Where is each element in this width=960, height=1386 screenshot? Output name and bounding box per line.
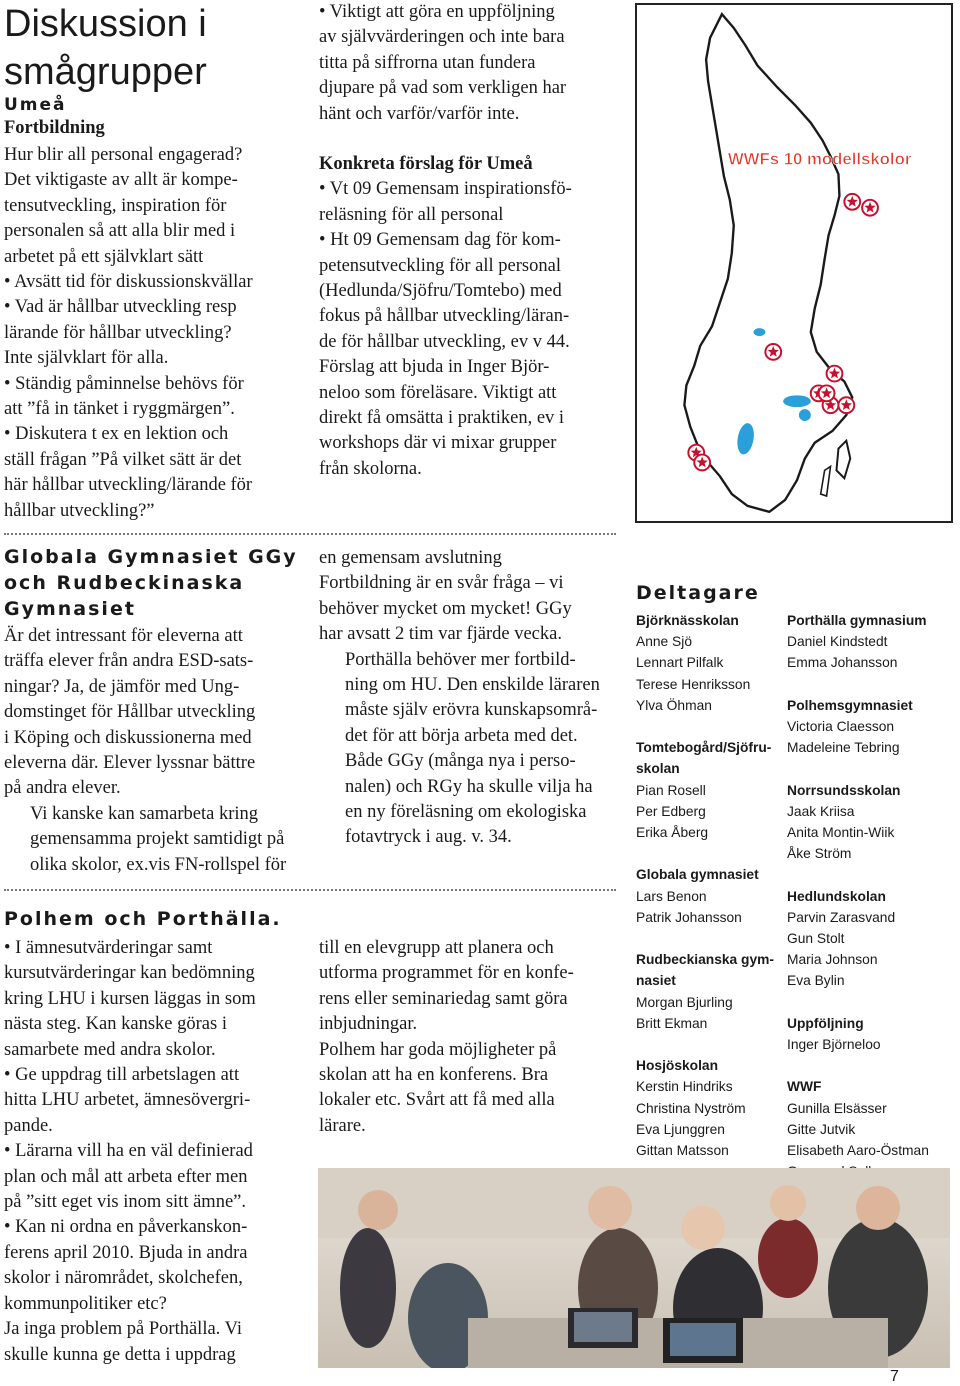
oland-island: [821, 466, 831, 496]
school-name: Norrsundsskolan: [787, 782, 901, 798]
participant-name: Britt Ekman: [636, 1015, 708, 1031]
spacer: [636, 928, 786, 949]
text-line: Fortbildning är en svår fråga – vi: [319, 573, 564, 594]
text-line: här hållbar utveckling/lärande för: [4, 475, 253, 496]
text-line: från skolorna.: [319, 458, 422, 479]
school-name: nasiet: [636, 973, 676, 989]
ggy-heading: [4, 544, 309, 622]
spacer: [636, 843, 786, 864]
text-line: att ”få in tänket i ryggmärgen”.: [4, 399, 235, 420]
spacer: [787, 864, 957, 885]
lake-icon: [783, 395, 811, 407]
school-name: Hosjöskolan: [636, 1058, 719, 1074]
text-line: måste själv erövra kunskapsområ-: [345, 700, 598, 721]
text-line: på ”sitt eget vis inom sitt ämne”.: [4, 1192, 246, 1213]
text-line: ning om HU. Den enskilde läraren: [345, 675, 600, 696]
sweden-map-graphic: [637, 5, 951, 521]
text-line: Vi kanske kan samarbeta kring: [30, 803, 259, 824]
participants-list-right: [787, 610, 957, 1182]
text-line: Porthälla behöver mer fortbild-: [345, 649, 576, 670]
text-line: (Hedlunda/Sjöfru/Tomtebo) med: [319, 281, 562, 302]
mid-body-3: [319, 749, 619, 851]
participant-name: Morgan Bjurling: [636, 994, 733, 1010]
text-line: Ja inga problem på Porthälla. Vi: [4, 1319, 242, 1340]
text-line: inbjudningar.: [319, 1014, 418, 1035]
text-line: Både GGy (många nya i perso-: [345, 751, 576, 772]
text-line: • I ämnesutvärderingar samt: [4, 938, 213, 958]
bottom-body: [319, 936, 619, 1139]
text-line: Det viktigaste av allt är kompe-: [4, 170, 238, 191]
participant-name: Emma Johansson: [787, 655, 898, 671]
text-line: behöver mycket om mycket! GGy: [319, 598, 572, 619]
participant-name: Maria Johnson: [787, 952, 878, 968]
spacer: [636, 1034, 786, 1055]
text-line: • Ht 09 Gemensam dag för kom-: [319, 230, 561, 251]
text-line: Är det intressant för eleverna att: [4, 626, 243, 646]
text-line: lärande för hållbar utveckling?: [4, 322, 232, 343]
participants-list-left: [636, 610, 786, 1161]
text-line: det för att börja arbeta med det.: [345, 725, 578, 746]
sweden-outline: [684, 14, 852, 512]
umea-body: [4, 143, 304, 524]
text-line: de för hållbar utveckling, ev v 44.: [319, 331, 570, 352]
text-line: lokaler etc. Svårt att få med alla: [319, 1090, 555, 1111]
text-line: ferens april 2010. Bjuda in andra: [4, 1242, 248, 1263]
text-line: • Diskutera t ex en lektion och: [4, 424, 229, 445]
page-title: Diskussion i smågrupper: [4, 3, 207, 93]
followup-body: [319, 0, 619, 127]
gotland-island: [836, 441, 850, 479]
participant-name: Elisabeth Aaro-Östman: [787, 1143, 929, 1158]
text-line: tensutveckling, inspiration för: [4, 195, 227, 216]
text-line: • Kan ni ordna en påverkanskon-: [4, 1217, 248, 1238]
text-line: olika skolor, ex.vis FN-rollspel för: [30, 854, 287, 875]
text-line: • Ständig påminnelse behövs för: [4, 373, 244, 394]
konkreta-section: [319, 152, 619, 482]
participant-name: Daniel Kindstedt: [787, 634, 888, 650]
participant-name: Ylva Öhman: [636, 697, 712, 713]
text-line: eleverna där. Elever lyssnar bättre: [4, 753, 256, 774]
text-line: • Lärarna vill ha en väl definierad: [4, 1141, 253, 1162]
text-line: utforma programmet för en konfe-: [319, 963, 574, 984]
text-line: hållbar utveckling?”: [4, 500, 155, 521]
text-line: en gemensam avslutning: [319, 548, 502, 568]
text-line: fokus på hållbar utveckling/läran-: [319, 306, 570, 327]
spacer: [787, 1055, 957, 1076]
text-line: domstinget för Hållbar utveckling: [4, 702, 256, 723]
group-discussion-photo: [318, 1168, 950, 1368]
text-line: Globala Gymnasiet GGy: [4, 546, 298, 568]
text-line: Polhem har goda möjligheter på: [319, 1039, 557, 1060]
participants-title: Deltagare: [636, 582, 760, 604]
text-line: pande.: [4, 1115, 53, 1136]
participant-name: Gun Stolt: [787, 931, 845, 946]
followup-section: [319, 0, 619, 127]
text-line: • Ge uppdrag till arbetslagen att: [4, 1065, 240, 1086]
text-line: Hur blir all personal engagerad?: [4, 145, 243, 165]
map-title: WWFs 10 modellskolor: [727, 149, 912, 169]
text-line: rens eller seminariedag samt göra: [319, 988, 568, 1009]
text-line: kursutvärderingar kan bedömning: [4, 963, 255, 984]
bottom-section: [319, 936, 619, 1139]
text-line: har avsatt 2 tim var fjärde vecka.: [319, 624, 562, 645]
school-name: Polhemsgymnasiet: [787, 697, 913, 713]
text-line: workshops där vi mixar grupper: [319, 433, 557, 454]
text-line: Gymnasiet: [4, 598, 136, 620]
participant-name: Inger Björneloo: [787, 1037, 881, 1052]
text-line: direkt få omsätta i praktiken, ev i: [319, 408, 565, 429]
text-line: ställ frågan ”På vilket sätt är det: [4, 449, 242, 470]
konkreta-body: [319, 177, 619, 482]
text-line: djupare på vad som verkligen har: [319, 78, 567, 99]
text-line: ningar? Ja, de jämför med Ung-: [4, 676, 240, 697]
school-name: Rudbeckianska gym-: [636, 952, 775, 968]
participant-name: Eva Ljunggren: [636, 1121, 725, 1137]
text-line: Inte självklart för alla.: [4, 348, 169, 369]
divider: [4, 889, 616, 891]
school-name: Porthälla gymnasium: [787, 613, 927, 628]
text-line: av självvärderingen och inte bara: [319, 27, 565, 48]
participant-name: Gittan Matsson: [636, 1143, 729, 1159]
text-line: arbetet på ett självklart sätt: [4, 246, 204, 267]
lake-icon: [799, 409, 811, 421]
text-line: • Avsätt tid för diskussionskvällar: [4, 272, 253, 293]
school-name: Björknässkolan: [636, 613, 739, 628]
lake-icon: [754, 328, 766, 336]
participant-name: Gunilla Elsässer: [787, 1100, 887, 1116]
participant-name: Kerstin Hindriks: [636, 1079, 733, 1095]
text-line: • Vad är hållbar utveckling resp: [4, 297, 237, 318]
school-name: WWF: [787, 1079, 822, 1095]
divider: [4, 533, 616, 535]
text-line: Förslag att bjuda in Inger Björ-: [319, 357, 550, 378]
participant-name: Per Edberg: [636, 803, 706, 819]
school-name: Hedlundskolan: [787, 888, 886, 904]
text-line: neloo som föreläsare. Viktigt att: [319, 382, 557, 403]
text-line: • Vt 09 Gemensam inspirationsfö-: [319, 179, 572, 200]
spacer: [787, 674, 957, 695]
participant-name: Patrik Johansson: [636, 909, 742, 925]
polhem-body: [4, 936, 309, 1368]
text-line: fotavtryck i aug. v. 34.: [345, 827, 512, 848]
text-line: • Viktigt att göra en uppföljning: [319, 2, 555, 22]
participant-name: Lars Benon: [636, 888, 707, 904]
participant-name: Anne Sjö: [636, 634, 692, 650]
text-line: i Köping och diskussionerna med: [4, 727, 252, 748]
participant-name: Victoria Claesson: [787, 719, 895, 734]
participant-name: Erika Åberg: [636, 825, 709, 841]
mid-body: [319, 546, 619, 648]
konkreta-heading: Konkreta förslag för Umeå: [319, 154, 533, 174]
spacer: [636, 716, 786, 737]
school-name: Tomtebogård/Sjöfru-: [636, 740, 772, 756]
text-line: en ny föreläsning om ekologiska: [345, 802, 587, 823]
text-line: personalen så att alla blir med i: [4, 221, 236, 242]
text-line: och Rudbeckinaska: [4, 572, 245, 594]
ggy-section: [4, 544, 309, 878]
text-line: skolor i närområdet, skolchefen,: [4, 1268, 243, 1289]
participant-name: Parvin Zarasvand: [787, 909, 896, 925]
participant-name: Pian Rosell: [636, 782, 706, 798]
participant-name: Åke Ström: [787, 846, 852, 862]
participant-name: Madeleine Tebring: [787, 740, 900, 756]
participant-name: Gitte Jutvik: [787, 1121, 856, 1137]
text-line: petensutveckling för all personal: [319, 255, 561, 276]
text-line: gemensamma projekt samtidigt på: [30, 829, 285, 850]
text-line: nästa steg. Kan kanske göras i: [4, 1014, 227, 1035]
spacer: [787, 758, 957, 779]
ggy-body-2: [4, 802, 309, 878]
mid-body-2: [319, 648, 619, 750]
participant-name: Jaak Kriisa: [787, 803, 855, 819]
participant-name: Eva Bylin: [787, 973, 845, 989]
school-name: Globala gymnasiet: [636, 867, 759, 883]
fortbildning-heading: Fortbildning: [4, 118, 105, 138]
text-line: samarbete med andra skolor.: [4, 1039, 216, 1060]
text-line: på andra elever.: [4, 778, 121, 799]
sweden-map: [635, 3, 953, 523]
text-line: lärare.: [319, 1115, 366, 1136]
participant-name: Christina Nyström: [636, 1100, 746, 1116]
page-number: 7: [890, 1368, 899, 1385]
participant-name: Lennart Pilfalk: [636, 655, 724, 671]
text-line: hitta LHU arbetet, ämnesövergri-: [4, 1090, 251, 1111]
text-line: träffa elever från andra ESD-sats-: [4, 651, 254, 672]
text-line: hänt och varför/varför inte.: [319, 103, 520, 124]
ggy-body: [4, 624, 309, 802]
school-name: skolan: [636, 761, 680, 777]
text-line: kommunpolitiker etc?: [4, 1293, 167, 1314]
participant-name: Terese Henriksson: [636, 676, 751, 692]
text-line: skulle kunna ge detta i uppdrag: [4, 1344, 236, 1365]
school-name: Uppföljning: [787, 1015, 864, 1031]
umea-section: [4, 94, 304, 524]
polhem-heading: Polhem och Porthälla.: [4, 908, 282, 930]
text-line: reläsning för all personal: [319, 204, 504, 225]
text-line: nalen) och RGy ha skulle vilja ha: [345, 776, 593, 797]
mid-section: [319, 546, 619, 851]
text-line: skolan att ha en konferens. Bra: [319, 1065, 549, 1086]
polhem-section: [4, 906, 309, 1368]
spacer: [787, 992, 957, 1013]
text-line: titta på siffrorna utan fundera: [319, 52, 536, 73]
text-line: till en elevgrupp att planera och: [319, 938, 554, 958]
photo-illustration: [318, 1168, 950, 1368]
participant-name: Anita Montin-Wiik: [787, 825, 895, 840]
text-line: plan och mål att arbeta efter men: [4, 1166, 248, 1187]
umea-heading: Umeå: [4, 95, 67, 115]
text-line: kring LHU i kursen läggas in som: [4, 988, 256, 1009]
